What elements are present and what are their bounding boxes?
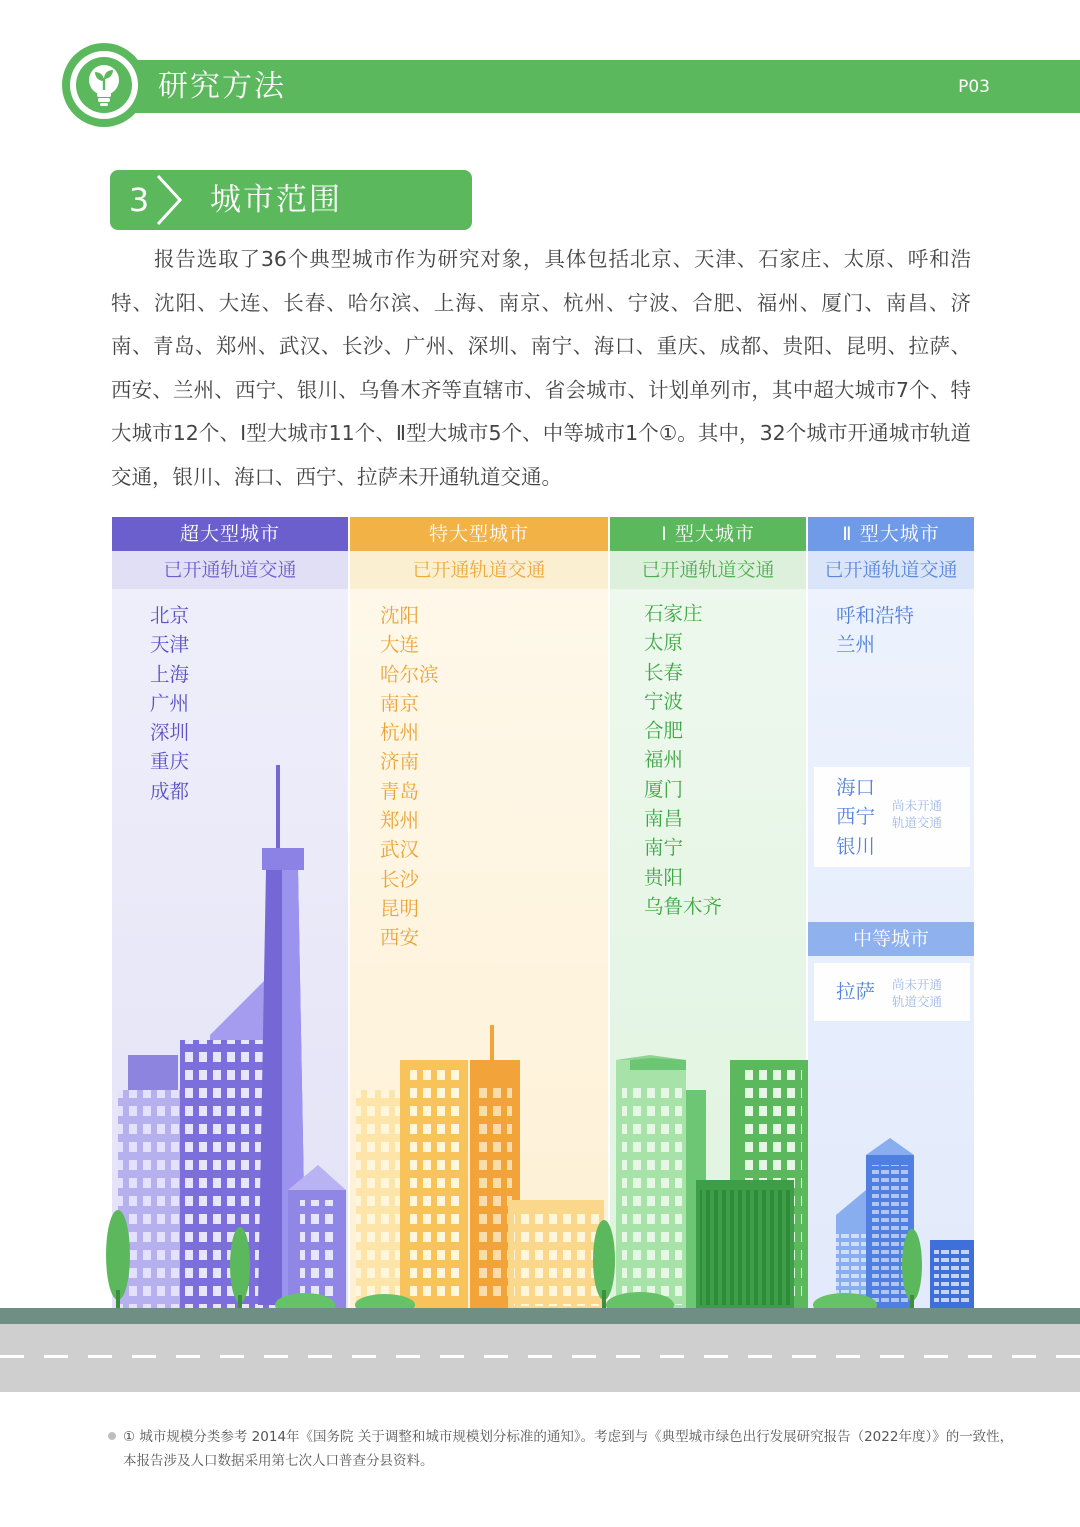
city-item: 长沙 xyxy=(380,867,420,891)
chevron-right-icon xyxy=(152,170,192,230)
city-item: 银川 xyxy=(836,834,876,858)
city-item: 天津 xyxy=(150,633,190,657)
city-item: 昆明 xyxy=(380,896,420,920)
column-title: Ⅰ 型大城市 xyxy=(610,517,806,551)
city-item: 合肥 xyxy=(644,719,684,743)
section-title: 城市范围 xyxy=(210,182,342,218)
lightbulb-sprout-icon xyxy=(82,62,126,108)
city-item: 西安 xyxy=(380,926,420,950)
column-title: Ⅱ 型大城市 xyxy=(808,517,974,551)
column-title: 超大型城市 xyxy=(112,517,348,551)
city-item: 哈尔滨 xyxy=(380,662,439,686)
column-subtitle: 已开通轨道交通 xyxy=(112,551,348,589)
city-item: 乌鲁木齐 xyxy=(644,894,723,918)
column-subtitle: 已开通轨道交通 xyxy=(808,551,974,589)
footnote-bullet xyxy=(108,1432,116,1440)
city-item: 青岛 xyxy=(380,779,420,803)
city-item: 厦门 xyxy=(644,777,684,801)
city-item: 济南 xyxy=(380,750,420,774)
city-item: 成都 xyxy=(150,779,190,803)
city-item: 太原 xyxy=(644,631,684,655)
column-subtitle: 已开通轨道交通 xyxy=(350,551,608,589)
body-paragraph: 报告选取了36个典型城市作为研究对象，具体包括北京、天津、石家庄、太原、呼和浩特、沈阳、大连、长春、哈尔滨、上海、南京、杭州、宁波、合肥、福州、厦门、南昌、济南、青岛、郑州、武汉、长沙、广州、深圳、南宁、海口、重庆、成都、贵阳、昆明、拉萨、西安、兰州、西宁、银川、乌鲁木齐等直辖市、省会城市、计划单列市，其中超大城市7个、特大城市12个、Ⅰ型大城市11个、Ⅱ型大城市5个、中等城市1个①。其中，32个城市开通城市轨道交通，银川、海口、西宁、拉萨未开通轨道交通。 xyxy=(111,247,971,489)
column-subtitle: 已开通轨道交通 xyxy=(610,551,806,589)
city-item: 重庆 xyxy=(150,750,190,774)
road-lane-marking xyxy=(0,1355,1080,1358)
no-rail-note: 尚未开通轨道交通 xyxy=(892,798,943,830)
city-skyline-illustration xyxy=(0,760,1080,1320)
header-title: 研究方法 xyxy=(158,69,286,104)
section-number: 3 xyxy=(128,181,150,219)
footnote: ① 城市规模分类参考 2014年《国务院 关于调整和城市规模划分标准的通知》。考虑到与《典型城市绿色出行发展研究报告（2022年度）》的一致性，本报告涉及人口数据采用第七次人口普查分县资料。 xyxy=(123,1429,1014,1469)
city-item: 南京 xyxy=(380,691,420,715)
city-item: 呼和浩特 xyxy=(836,604,915,627)
city-item: 武汉 xyxy=(380,838,420,862)
city-item: 大连 xyxy=(380,633,420,657)
city-item: 宁波 xyxy=(644,689,684,713)
city-item: 北京 xyxy=(150,604,190,627)
column-title: 特大型城市 xyxy=(350,517,608,551)
page-number: P03 xyxy=(958,77,990,97)
medium-city-note: 尚未开通轨道交通 xyxy=(892,977,943,1009)
city-item: 南宁 xyxy=(644,836,684,860)
city-item: 深圳 xyxy=(150,721,190,745)
medium-city-title: 中等城市 xyxy=(808,922,974,956)
city-item: 西宁 xyxy=(836,805,876,829)
city-item: 上海 xyxy=(150,662,190,686)
city-item: 南昌 xyxy=(644,807,684,831)
road-curb xyxy=(0,1308,1080,1324)
city-item: 长春 xyxy=(644,660,684,684)
city-item: 贵阳 xyxy=(644,865,684,889)
city-item: 海口 xyxy=(836,776,876,799)
road xyxy=(0,1324,1080,1392)
city-item: 兰州 xyxy=(836,633,876,657)
city-list xyxy=(836,601,914,660)
city-item: 郑州 xyxy=(380,809,420,833)
city-item: 杭州 xyxy=(380,721,420,745)
city-item: 沈阳 xyxy=(380,604,420,627)
city-item: 广州 xyxy=(150,691,190,715)
city-item: 福州 xyxy=(644,748,684,772)
city-item: 石家庄 xyxy=(644,602,703,625)
city-item: 拉萨 xyxy=(836,980,876,1003)
